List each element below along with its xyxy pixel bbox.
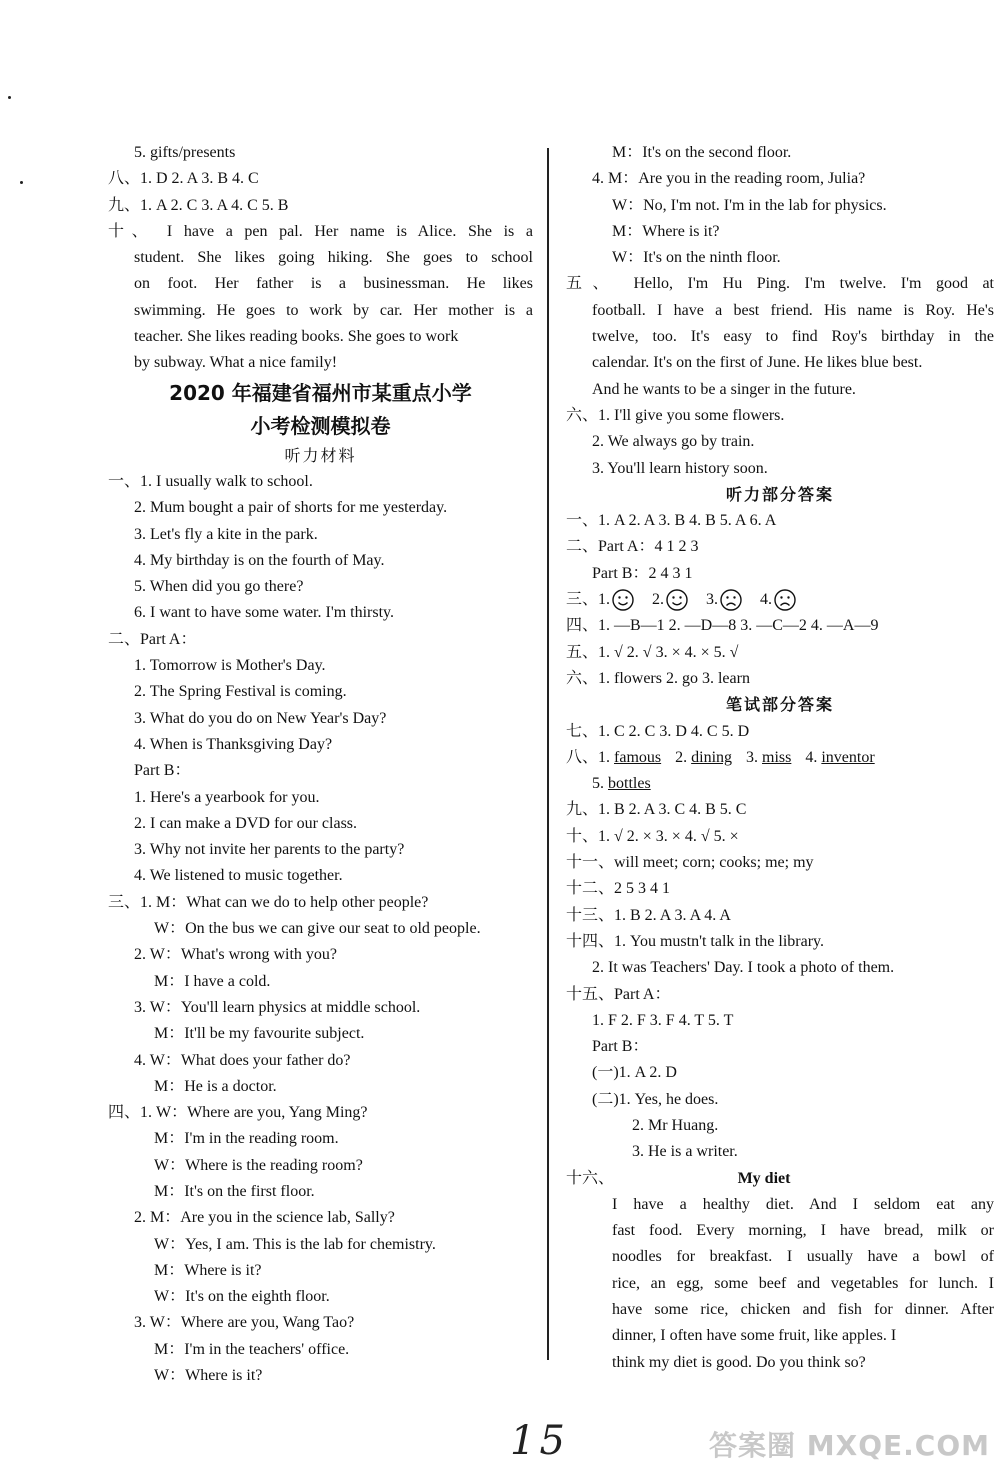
text-line: M：I'm in the reading room.	[154, 1130, 339, 1148]
smiley-face-icon	[612, 589, 634, 611]
question-number: 三、	[566, 591, 599, 609]
text-line: Part B：	[134, 762, 191, 780]
text-line: 三、1. M：What can we do to help other people?	[108, 893, 429, 911]
text-line: 六、1. flowers 2. go 3. learn	[566, 669, 750, 687]
essay-title-line	[566, 1166, 994, 1192]
answer-line-underlined	[566, 771, 994, 797]
text-line: 四、1. —B—1 2. —D—8 3. —C—2 4. —A—9	[566, 617, 879, 635]
text-line: on foot. Her father is a businessman. He likes	[134, 275, 533, 293]
text-line: M：Where is it?	[612, 222, 720, 240]
text-line: 五、1. √ 2. √ 3. × 4. × 5. √	[566, 643, 739, 661]
text-line: 2. Mr Huang.	[632, 1116, 719, 1134]
item-number: 3.	[706, 591, 719, 609]
text-line: 八、1. D 2. A 3. B 4. C	[108, 170, 259, 188]
text-line: calendar. It's on the first of June. He likes blue best.	[592, 354, 923, 372]
text-line: 1. Tomorrow is Mother's Day.	[134, 657, 326, 675]
answer-word: dining	[691, 748, 733, 766]
left-column	[108, 140, 533, 1389]
text-line: 十五、Part A：	[566, 985, 671, 1003]
text-line: 2. I can make a DVD for our class.	[134, 814, 358, 832]
text-line: 五、 Hello, I'm Hu Ping. I'm twelve. I'm good at	[566, 275, 994, 293]
answer-word: miss	[762, 748, 792, 766]
text-line: I have a healthy diet. And I seldom eat any	[612, 1195, 994, 1213]
text-line: dinner, I often have some fruit, like apples. I	[612, 1327, 897, 1345]
answer-line-faces	[566, 587, 994, 613]
column-divider	[547, 148, 549, 1360]
text-line: W：It's on the ninth floor.	[612, 249, 781, 267]
text-line: swimming. He goes to work by car. Her mother is a	[134, 301, 533, 319]
text-line: 十二、2 5 3 4 1	[566, 880, 671, 898]
essay-title: My diet	[737, 1169, 791, 1187]
text-line: 3. What do you do on New Year's Day?	[134, 709, 387, 727]
text-line: M：It's on the first floor.	[154, 1182, 315, 1200]
exam-title: 2020 年福建省福州市某重点小学	[169, 380, 472, 405]
question-number: 十六、	[566, 1169, 615, 1187]
item-number: 1.	[598, 591, 611, 609]
section-heading: 听力材料	[284, 445, 357, 465]
text-line: W：Where is the reading room?	[154, 1156, 363, 1174]
text-line: twelve, too. It's easy to find Roy's birthday in the	[592, 328, 994, 346]
text-line: by subway. What a nice family!	[134, 354, 338, 372]
sad-face-icon	[720, 589, 742, 611]
text-line: 4. We listened to music together.	[134, 867, 343, 885]
sad-face-icon	[774, 589, 796, 611]
text-line: think my diet is good. Do you think so?	[612, 1353, 866, 1371]
text-line: 2. The Spring Festival is coming.	[134, 683, 347, 701]
text-line: Part B：	[592, 1038, 649, 1056]
text-line: 3. You'll learn history soon.	[592, 459, 768, 477]
text-line: 十四、1. You mustn't talk in the library.	[566, 932, 824, 950]
text-line: 1. F 2. F 3. F 4. T 5. T	[592, 1011, 734, 1029]
text-line: M：I'm in the teachers' office.	[154, 1340, 350, 1358]
text-line: 5. gifts/presents	[134, 144, 236, 161]
item-number: 3.	[746, 748, 759, 766]
text-line: 十、 I have a pen pal. Her name is Alice. She is a	[108, 222, 533, 240]
text-line: 九、1. A 2. C 3. A 4. C 5. B	[108, 196, 289, 214]
text-line: 二、Part A：	[108, 630, 197, 648]
scan-speck	[20, 181, 23, 184]
text-line: W：It's on the eighth floor.	[154, 1288, 330, 1306]
section-heading: 听力部分答案	[725, 484, 834, 504]
item-number: 5.	[592, 775, 604, 793]
text-line: M：I have a cold.	[154, 972, 271, 990]
text-line: fast food. Every morning, I have bread, milk or	[612, 1222, 994, 1240]
text-line: 3. W：Where are you, Wang Tao?	[134, 1314, 355, 1332]
text-line: have some rice, chicken and fish for dinner. After	[612, 1301, 994, 1319]
watermark-logo: 答案圈 MXQE.COM	[709, 1429, 990, 1462]
text-line: 十三、1. B 2. A 3. A 4. A	[566, 906, 731, 924]
text-line: 四、1. W：Where are you, Yang Ming?	[108, 1104, 368, 1122]
answer-word: bottles	[608, 775, 651, 793]
text-line: 一、1. I usually walk to school.	[108, 472, 313, 490]
text-line: 2. It was Teachers' Day. I took a photo of them.	[592, 959, 895, 977]
text-line: W：Where is it?	[154, 1367, 263, 1385]
text-line: (一)1. A 2. D	[592, 1064, 677, 1082]
exam-title: 小考检测模拟卷	[250, 413, 391, 438]
page-number: 15	[510, 1418, 569, 1464]
text-line: W：No, I'm not. I'm in the lab for physics.	[612, 196, 887, 214]
text-line: 1. Here's a yearbook for you.	[134, 788, 320, 806]
text-line: 2. W：What's wrong with you?	[134, 946, 338, 964]
item-number: 2.	[675, 748, 688, 766]
question-number: 八、	[566, 748, 599, 766]
text-line: 2. M：Are you in the science lab, Sally?	[134, 1209, 395, 1227]
text-line: noodles for breakfast. I usually have a bowl of	[612, 1248, 994, 1266]
text-line: 十、1. √ 2. × 3. × 4. √ 5. ×	[566, 827, 739, 845]
text-line: student. She likes going hiking. She goes to school	[134, 249, 533, 267]
text-line: rice, an egg, some beef and vegetables for lunch. I	[612, 1274, 994, 1292]
text-line: 一、1. A 2. A 3. B 4. B 5. A 6. A	[566, 512, 777, 530]
text-line: Part B：2 4 3 1	[592, 564, 693, 582]
text-line: M：He is a doctor.	[154, 1077, 277, 1095]
smiley-face-icon	[666, 589, 688, 611]
text-line: W：Yes, I am. This is the lab for chemistry.	[154, 1235, 436, 1253]
item-number: 2.	[652, 591, 665, 609]
text-line: 十一、will meet; corn; cooks; me; my	[566, 854, 814, 872]
text-line: 4. When is Thanksgiving Day?	[134, 735, 333, 753]
item-number: 4.	[805, 748, 818, 766]
text-line: 2. We always go by train.	[592, 433, 755, 451]
item-number: 1.	[598, 748, 611, 766]
item-number: 4.	[760, 591, 773, 609]
text-line: 6. I want to have some water. I'm thirsty.	[134, 604, 395, 622]
text-line: teacher. She likes reading books. She goes to work	[134, 328, 459, 346]
text-line: 2. Mum bought a pair of shorts for me yesterday.	[134, 499, 448, 517]
text-line: 3. He is a writer.	[632, 1143, 738, 1161]
text-line: 4. M：Are you in the reading room, Julia?	[592, 170, 866, 188]
text-line: 七、1. C 2. C 3. D 4. C 5. D	[566, 722, 750, 740]
text-line: M：Where is it?	[154, 1261, 262, 1279]
section-heading: 笔试部分答案	[725, 695, 834, 715]
text-line: 3. W：You'll learn physics at middle school.	[134, 998, 421, 1016]
text-line: M：It'll be my favourite subject.	[154, 1025, 365, 1043]
answer-word: famous	[614, 748, 662, 766]
scan-speck	[8, 96, 11, 99]
text-line: 3. Let's fly a kite in the park.	[134, 525, 318, 543]
text-line: 5. When did you go there?	[134, 578, 304, 596]
text-line: W：On the bus we can give our seat to old people.	[154, 920, 481, 938]
text-line: 九、1. B 2. A 3. C 4. B 5. C	[566, 801, 747, 819]
answer-line-underlined	[566, 745, 994, 771]
text-line: 4. W：What does your father do?	[134, 1051, 351, 1069]
answer-word: inventor	[821, 748, 875, 766]
text-line: 3. Why not invite her parents to the party?	[134, 841, 405, 859]
text-line: And he wants to be a singer in the future.	[592, 380, 856, 398]
text-line: 4. My birthday is on the fourth of May.	[134, 551, 385, 569]
text-line: football. I have a best friend. His name is Roy. He's	[592, 301, 994, 319]
text-line: 六、1. I'll give you some flowers.	[566, 406, 785, 424]
text-line: 二、Part A：4 1 2 3	[566, 538, 699, 556]
text-line: (二)1. Yes, he does.	[592, 1090, 719, 1108]
right-column	[566, 140, 994, 1376]
text-line: M：It's on the second floor.	[612, 144, 792, 161]
